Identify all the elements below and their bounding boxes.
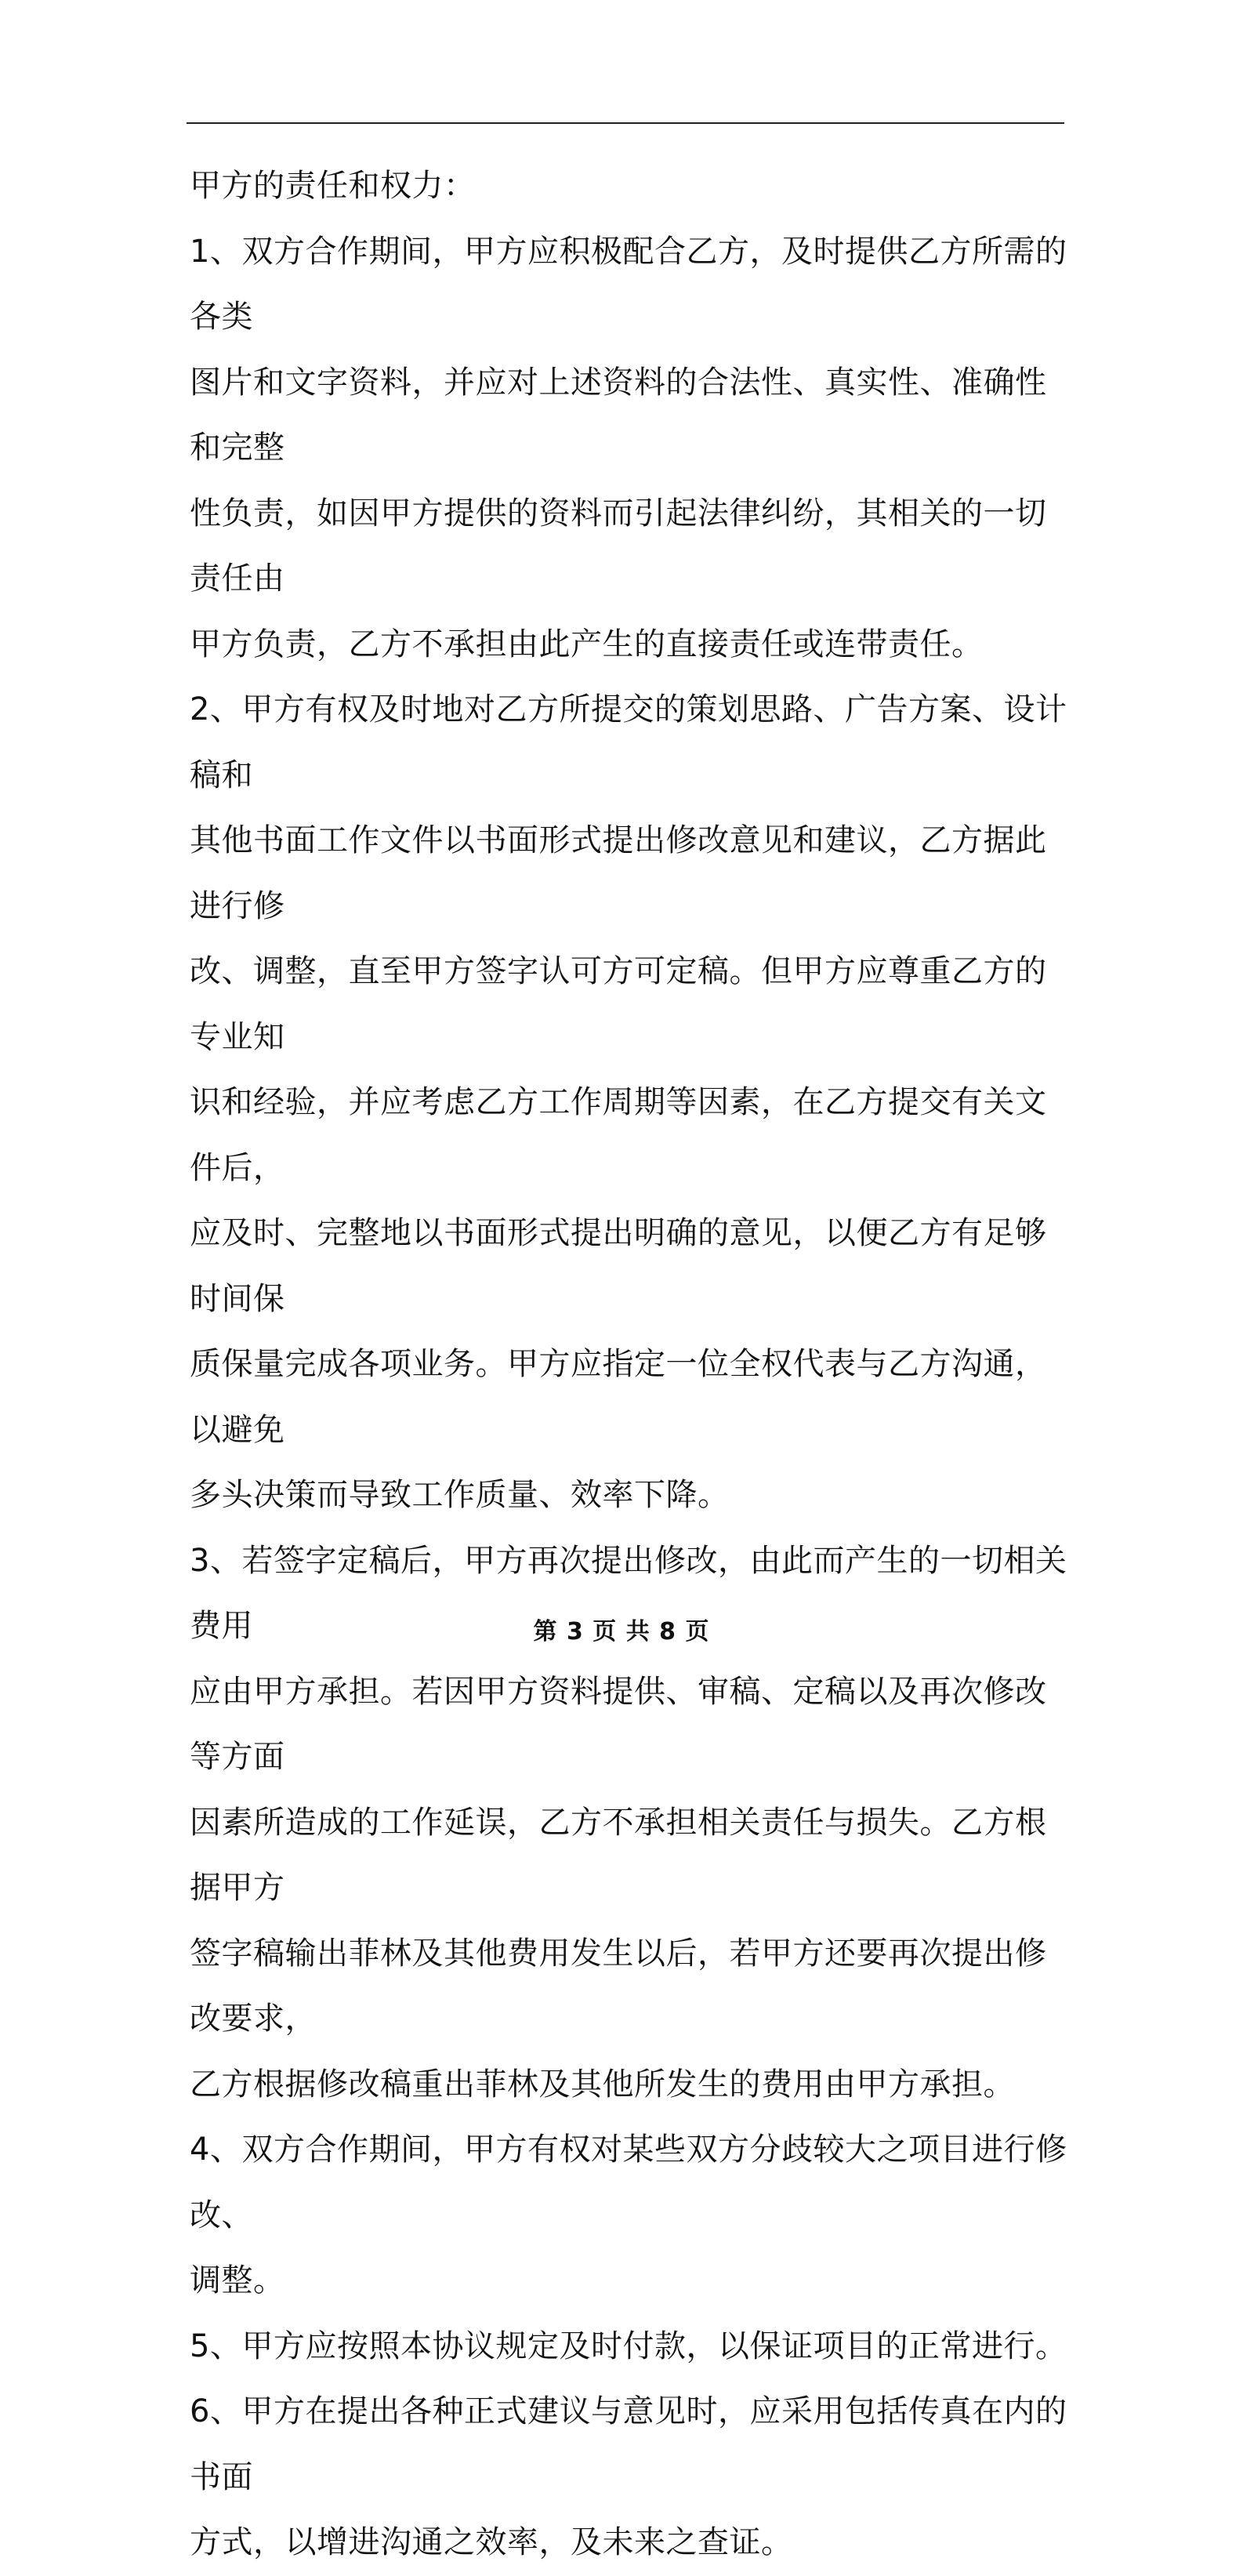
text-line: 2、甲方有权及时地对乙方所提交的策划思路、广告方案、设计稿和	[190, 691, 1067, 793]
text-line: 1、双方合作期间，甲方应积极配合乙方，及时提供乙方所需的各类	[190, 233, 1067, 335]
text-line: 因素所造成的工作延误，乙方不承担相关责任与损失。乙方根据甲方	[190, 1804, 1047, 1906]
text-line: 6、甲方在提出各种正式建议与意见时，应采用包括传真在内的书面	[190, 2393, 1067, 2495]
text-line: 其他书面工作文件以书面形式提出修改意见和建议，乙方据此进行修	[190, 822, 1047, 924]
text-line: 方式，以增进沟通之效率，及未来之查证。	[190, 2524, 793, 2560]
text-line: 图片和文字资料，并应对上述资料的合法性、真实性、准确性和完整	[190, 364, 1047, 466]
text-line: 签字稿输出菲林及其他费用发生以后，若甲方还要再次提出修改要求，	[190, 1935, 1047, 2037]
text-line: 甲方负责，乙方不承担由此产生的直接责任或连带责任。	[190, 626, 984, 662]
text-line: 改、调整，直至甲方签字认可方可定稿。但甲方应尊重乙方的专业知	[190, 953, 1047, 1055]
header-rule	[187, 122, 1064, 124]
text-line: 应由甲方承担。若因甲方资料提供、审稿、定稿以及再次修改等方面	[190, 1673, 1047, 1775]
text-line: 4、双方合作期间，甲方有权对某些双方分歧较大之项目进行修改、	[190, 2132, 1067, 2233]
document-body	[190, 154, 1067, 2576]
section-heading: 甲方的责任和权力：	[190, 168, 476, 204]
text-line: 质保量完成各项业务。甲方应指定一位全权代表与乙方沟通，以避免	[190, 1346, 1047, 1448]
text-line: 识和经验，并应考虑乙方工作周期等因素，在乙方提交有关文件后，	[190, 1084, 1047, 1186]
page-number-footer: 第 3 页 共 8 页	[533, 1618, 710, 1645]
text-line: 5、甲方应按照本协议规定及时付款，以保证项目的正常进行。	[190, 2327, 1067, 2364]
text-line: 应及时、完整地以书面形式提出明确的意见，以便乙方有足够时间保	[190, 1215, 1047, 1317]
text-line: 性负责，如因甲方提供的资料而引起法律纠纷，其相关的一切责任由	[190, 495, 1047, 597]
text-line: 多头决策而导致工作质量、效率下降。	[190, 1477, 730, 1513]
text-line: 3、若签字定稿后，甲方再次提出修改，由此而产生的一切相关费用	[190, 1542, 1067, 1644]
text-line: 调整。	[190, 2262, 285, 2298]
text-line: 乙方根据修改稿重出菲林及其他所发生的费用由甲方承担。	[190, 2066, 1015, 2103]
